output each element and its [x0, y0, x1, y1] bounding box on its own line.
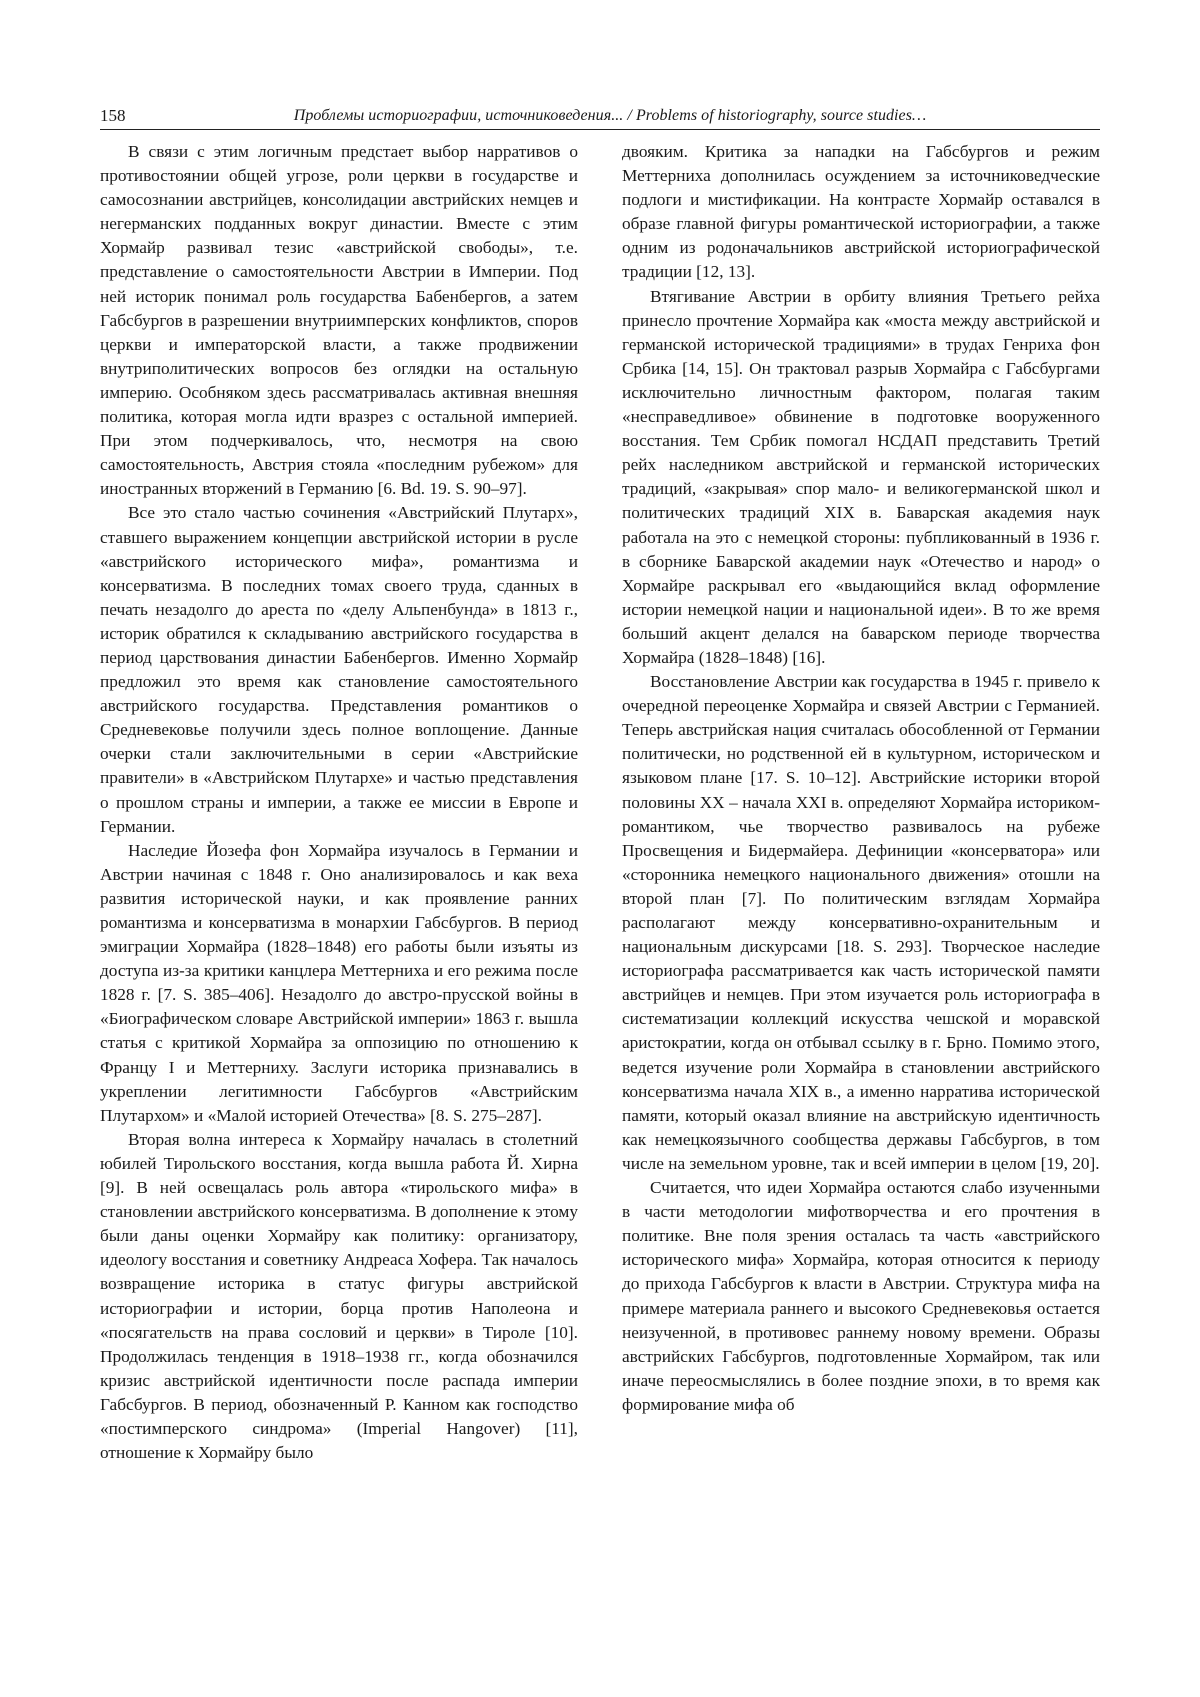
paragraph: Втягивание Австрии в орбиту влияния Третьего рейха принесло прочтение Хормайра как «моста между австрийской и германской исторической традициями» в трудах Генриха фон Србика [14, 15]. Он трактовал разрыв Хормайра с Габсбургами исключительно личностным фактором, полагая таким «несправедливое» обвинение в подготовке вооруженного восстания. Тем Србик помогал НСДАП представить Третий рейх наследником австрийской и германской исторических традиций, «закрывая» спор мало- и великогерманской школ и политических традиций XIX в. Баварская академия наук работала на это с немецкой стороны: пубпликованный в 1936 г. в сборнике Баварской академии наук «Отечество и народ» о Хормайре раскрывал его «выдающийся вклад оформление истории немецкой нации и национальной идеи». В то же время больший акцент делался на баварском периоде творчества Хормайра (1828–1848) [16].	[622, 286, 1100, 667]
paragraph: Все это стало частью сочинения «Австрийский Плутарх», ставшего выражением концепции австрийской истории в русле «австрийского исторического мифа», романтизма и консерватизма. В последних томах своего труда, сданных в печать незадолго до ареста по «делу Альпенбунда» в 1813 г., историк обратился к складыванию австрийского государства в период царствования династии Бабенбергов. Именно Хормайр предложил это время как становление самостоятельного австрийского государства. Представления романтиков о Средневековье получили здесь полное воплощение. Данные очерки стали заключительными в серии «Австрийские правители» в «Австрийском Плутархе» и частью представления о прошлом страны и империи, а также ее миссии в Европе и Германии.	[100, 503, 578, 836]
running-head: Проблемы историографии, источниковедения... / Problems of historiography, source studies…	[293, 107, 927, 124]
right-column	[622, 140, 1100, 1465]
paragraph: Вторая волна интереса к Хормайру началась в столетний юбилей Тирольского восстания, когда вышла работа Й. Хирна [9]. В ней освещалась роль автора «тирольского мифа» в становлении австрийского консерватизма. В дополнение к этому были даны оценки Хормайру как политику: организатору, идеологу восстания и советнику Андреаса Хофера. Так началось возвращение историка в статус фигуры австрийской историографии и истории, борца против Наполеона и «посягательств на права сословий и церкви» в Тироле [10]. Продолжилась тенденция в 1918–1938 гг., когда обозначился кризис австрийской идентичности после распада империи Габсбургов. В период, обозначенный Р. Канном как господство «постимперского синдрома» (Imperial Hangover) [11], отношение к Хормайру было	[100, 1129, 578, 1463]
paragraph: Наследие Йозефа фон Хормайра изучалось в Германии и Австрии начиная с 1848 г. Оно анализировалось и как веха развития исторической науки, и как проявление ранних романтизма и консерватизма в монархии Габсбургов. В период эмиграции Хормайра (1828–1848) его работы были изъяты из доступа из-за критики канцлера Меттерниха и его режима после 1828 г. [7. S. 385–406]. Незадолго до австро-прусской войны в «Биографическом словаре Австрийской империи» 1863 г. вышла статья с критикой Хормайра за оппозицию по отношению к Францу I и Меттерниху. Заслуги историка признавались в укреплении легитимности Габсбургов «Австрийским Плутархом» и «Малой историей Отечества» [8. S. 275–287].	[100, 840, 578, 1125]
journal-page	[100, 100, 1100, 1660]
paragraph: Считается, что идеи Хормайра остаются слабо изученными в части методологии мифотворчества и его прочтения в политике. Вне поля зрения осталась та часть «австрийского исторического мифа» Хормайра, которая относится к периоду до прихода Габсбургов к власти в Австрии. Структура мифа на примере материала раннего и высокого Средневековья остается неизученной, в противовес раннему новому времени. Образы австрийских Габсбургов, подготовленные Хормайром, так или иначе переосмыслялись в более поздние эпохи, в то время как формирование мифа об	[622, 1178, 1100, 1414]
paragraph-continued: двояким. Критика за нападки на Габсбургов и режим Меттерниха дополнилась осуждением за источниковедческие подлоги и мистификации. На контрасте Хормайр оставался в образе главной фигуры романтической историографии, а также одним из родоначальников австрийской историографической традиции [12, 13].	[622, 142, 1100, 282]
page-number: 158	[100, 106, 126, 125]
paragraph: В связи с этим логичным предстает выбор нарративов о противостоянии общей угрозе, роли церкви в государстве и самосознании австрийцев, консолидации австрийских немцев и негерманских подданных вокруг династии. Вместе с этим Хормайр развивал тезис «австрийской свободы», т.е. представление о самостоятельности Австрии в Империи. Под ней историк понимал роль государства Бабенбергов, а затем Габсбургов в разрешении внутриимперских конфликтов, споров церкви и императорской власти, а также продвижении внутриполитических вопросов без оглядки на остальную империю. Особняком здесь рассматривалась активная внешняя политика, которая могла идти вразрез с остальной империей. При этом подчеркивалось, что, несмотря на свою самостоятельность, Австрия стояла «последним рубежом» для иностранных вторжений в Германию [6. Bd. 19. S. 90–97].	[100, 142, 578, 499]
page-header	[100, 100, 1100, 130]
paragraph: Восстановление Австрии как государства в 1945 г. привело к очередной переоценке Хормайра и связей Австрии с Германией. Теперь австрийская нация считалась обособленной от Германии политически, но родственной ей в культурном, историческом и языковом плане [17. S. 10–12]. Австрийские историки второй половины XX – начала XXI в. определяют Хормайра историком-романтиком, чье творчество развивалось на рубеже Просвещения и Бидермайера. Дефиниции «консерватора» или «сторонника немецкого национального движения» отошли на второй план [7]. По политическим взглядам Хормайра располагают между консервативно-охранительным и национальным дискурсами [18. S. 293]. Творческое наследие историографа рассматривается как часть исторической памяти австрийцев и немцев. При этом изучается роль историографа в систематизации коллекций искусства чешской и моравской аристократии, когда он отбывал ссылку в г. Брно. Помимо этого, ведется изучение роли Хормайра в становлении австрийского консерватизма начала XIX в., а именно нарратива исторической памяти, который оказал влияние на австрийскую идентичность как немецкоязычного сообщества державы Габсбургов, в том числе на земельном уровне, так и всей империи в целом [19, 20].	[622, 672, 1100, 1173]
left-column	[100, 140, 578, 1465]
text-columns	[100, 140, 1100, 1465]
